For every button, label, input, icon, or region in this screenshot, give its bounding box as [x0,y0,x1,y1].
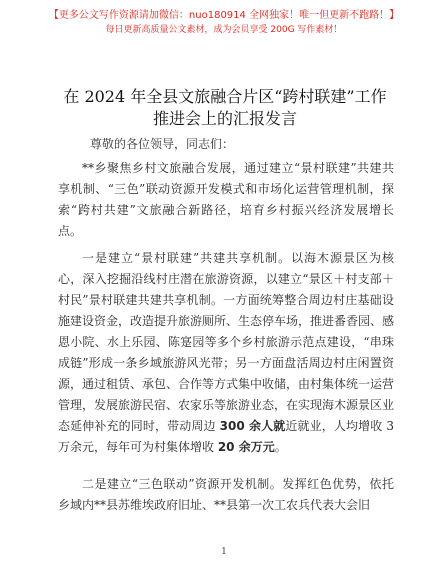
paragraph-2-text-c: 。 [274,440,287,454]
paragraph-2-text-b: 近就业，人均增收 3 万余元，每年可为村集体增收 [58,419,394,454]
paragraph-intro: **乡聚焦乡村文旅融合发展，通过建立“景村联建”共建共享机制、“三色”联动资源开发模式和市场化运营管理机制，探索“跨村共建”文旅融合新路径，培育乡村振兴经济发展增长点。 [58,161,394,238]
page-number: 1 [221,547,227,557]
paragraph-jingcun-lianjian [58,248,394,458]
salutation: 尊敬的各位领导，同志们： [90,137,235,151]
document-title [40,86,410,130]
paragraph-2-emphasis-income: 20 余万元 [217,440,275,454]
paragraph-2-emphasis-jobs: 300 余人就 [219,419,286,433]
promo-banner [0,0,448,44]
promo-banner-line2: 每日更新高质量公文素材，成为会员享受 200G 写作素材！ [105,25,343,35]
paragraph-sanse-liandong: 二是建立“三色联动”资源开发机制。发挥红色优势，依托乡域内**县苏维埃政府旧址、**县第一次工农兵代表大会旧 [58,477,394,512]
title-line-2: 推进会上的汇报发言 [152,109,297,128]
promo-banner-line1: 【更多公文写作资源请加微信：nuo180914 全网独家！唯一但更新不跑路！】 [48,10,400,21]
paragraph-2-text-a: 一是建立“景村联建”共建共享机制。以海木源景区为核心，深入挖掘沿线村庄潜在旅游资源，以建立“景区＋村支部＋村民”景村联建共建共享机制。一方面统筹整合周边村庄基础设施建设资金，改造提升旅游厕所、生态停车场，推进番香园、感恩小院、水上乐园、陈寔园等多个乡村旅游示范点建设，“串珠成链”形成一条乡域旅游风光带；另一方面盘活周边村庄闲置资源，通过租赁、承包、合作等方式集中收储，由村集体统一运营管理，发展旅游民宿、农家乐等旅游业态，在实现海木源景区业态延伸补充的同时，带动周边 [58,251,395,433]
title-line-1: 在 2024 年全县文旅融合片区“跨村联建”工作 [63,87,387,106]
